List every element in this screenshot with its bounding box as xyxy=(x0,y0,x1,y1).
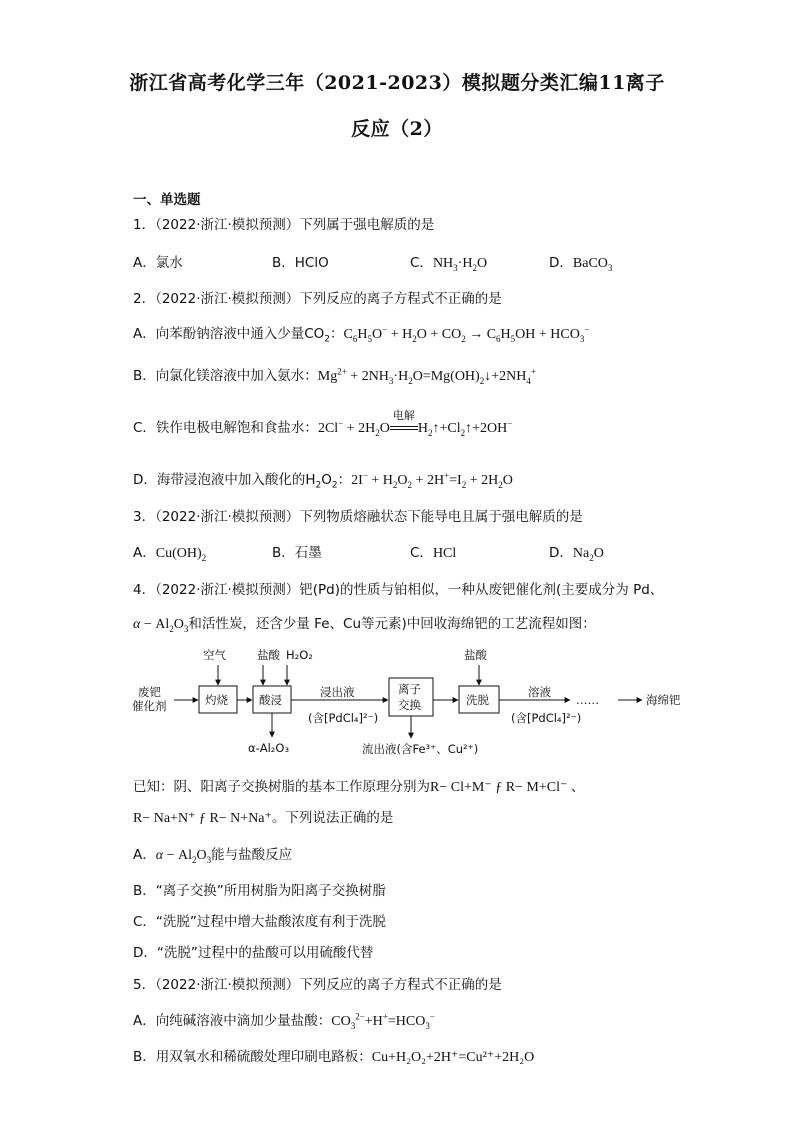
flow-al2o3-label: α-Al₂O₃ xyxy=(248,741,290,755)
flow-box-ion-exchange-line2: 交换 xyxy=(398,698,421,712)
doc-title-line2: 反应（2） xyxy=(351,118,443,140)
q4-stem-1: 4．（2022·浙江·模拟预测）钯(Pd)的性质与铂相似，一种从废钯催化剂(主要成分为 Pd、 xyxy=(133,582,664,598)
flow-input-line2: 催化剂 xyxy=(132,699,167,713)
flow-air-label: 空气 xyxy=(203,648,226,662)
q4-option-d: D．“洗脱”过程中的盐酸可以用硫酸代替 xyxy=(133,945,374,961)
q4-stem-2: $\alpha - Al_2O_3$和活性炭，还含少量 Fe、Cu等元素)中回收海绵钯的工艺流程如图： xyxy=(133,616,596,634)
flow-solution-sub: (含[PdCl₄]²⁻) xyxy=(511,711,582,725)
flow-input-line1: 废钯 xyxy=(138,685,161,699)
q4-option-c: C．“洗脱”过程中增大盐酸浓度有利于洗脱 xyxy=(133,914,386,930)
flow-hcl1-label: 盐酸 xyxy=(257,648,280,662)
process-flow-diagram xyxy=(130,640,710,765)
q3-option-d: D．$Na_2O$ xyxy=(549,545,604,563)
q1-option-c: C．$NH_3\cdot H_2O$ xyxy=(410,255,488,273)
q2-stem: 2．（2022·浙江·模拟预测）下列反应的离子方程式不正确的是 xyxy=(133,291,502,307)
doc-title-line1: 浙江省高考化学三年（2021-2023）模拟题分类汇编11离子 xyxy=(129,72,665,94)
q3-option-b: B．石墨 xyxy=(272,545,322,561)
q3-stem: 3．（2022·浙江·模拟预测）下列物质熔融状态下能导电且属于强电解质的是 xyxy=(133,509,583,525)
flow-solution-label: 溶液 xyxy=(528,685,551,699)
q2-option-d: D．海带浸泡液中加入酸化的$H_2O_2$：$2I^- + H_2O_2 + 2H^+=I_2 + 2H_2O$ xyxy=(133,470,513,491)
flow-leach-label: 浸出液 xyxy=(320,685,355,699)
q2-option-c: C．铁作电极电解饱和食盐水：$2Cl^- + 2H_2O$ 电解 $H_2↑+Cl_2↑+2OH^-$ xyxy=(133,409,513,438)
flow-hcl2-label: 盐酸 xyxy=(464,648,487,662)
flow-outflow-label: 流出液(含Fe³⁺、Cu²⁺) xyxy=(362,742,479,756)
q1-stem: 1．（2022·浙江·模拟预测）下列属于强电解质的是 xyxy=(133,217,435,233)
q1-option-b: B．HClO xyxy=(272,255,329,271)
flow-leach-sub: (含[PdCl₄]²⁻) xyxy=(308,711,379,725)
q2-option-b: B．向氯化镁溶液中加入氨水：$Mg^{2+}$ + $2NH_3\cdot H_2O=Mg(OH)_2↓+2NH_4^+$ xyxy=(133,366,536,386)
q3-option-a: A．$Cu(OH)_2$ xyxy=(133,545,207,563)
q3-option-c: C．HCl xyxy=(410,545,457,561)
flow-box-acid-leach-label: 酸浸 xyxy=(259,693,282,707)
flow-box-elution-label: 洗脱 xyxy=(466,693,489,707)
q1-option-a: A．氯水 xyxy=(133,255,183,271)
q2-option-a: A．向苯酚钠溶液中通入少量$CO_2$：$C_6H_5O^- + H_2O + CO_2 \to C_6H_5OH + HCO_3^-$ xyxy=(133,324,590,345)
section-heading: 一、单选题 xyxy=(133,192,201,208)
flow-box-roast-label: 灼烧 xyxy=(205,693,228,707)
q5-option-a: A．向纯碱溶液中滴加少量盐酸：$CO_3^{2-}+H^+=HCO_3^-$ xyxy=(133,1011,435,1031)
q4-known-1: 已知：阴、阳离子交换树脂的基本工作原理分别为R− Cl+M⁻ ƒ R− M+Cl⁻ 、 xyxy=(133,779,585,795)
q1-option-d: D．BaCO$_3$ xyxy=(549,255,613,273)
q4-known-2: R− Na+N⁺ ƒ R− N+Na⁺。下列说法正确的是 xyxy=(133,810,394,826)
electrolysis-condition: 电解 xyxy=(390,420,418,436)
q5-stem: 5．（2022·浙江·模拟预测）下列反应的离子方程式不正确的是 xyxy=(133,977,502,993)
flow-product-label: 海绵钯 xyxy=(646,693,681,707)
flow-h2o2-label: H₂O₂ xyxy=(286,648,313,662)
q4-option-a: A．$\alpha - Al_2O_3$能与盐酸反应 xyxy=(133,847,293,865)
flow-box-ion-exchange-line1: 离子 xyxy=(398,682,421,696)
q5-option-b: B．用双氧水和稀硫酸处理印刷电路板：Cu+H₂O₂+2H⁺=Cu²⁺+2H₂O xyxy=(133,1049,535,1065)
flow-dots: …… xyxy=(576,693,599,707)
q4-option-b: B．“离子交换”所用树脂为阳离子交换树脂 xyxy=(133,883,386,899)
